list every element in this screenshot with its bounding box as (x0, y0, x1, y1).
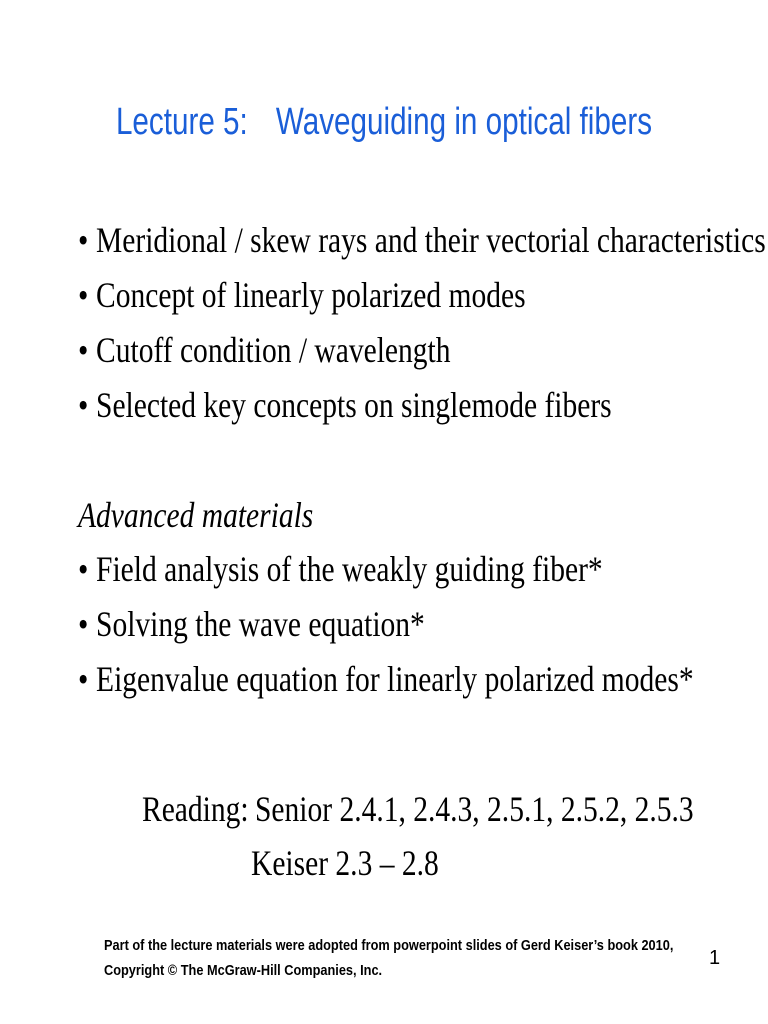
list-item (78, 268, 766, 323)
reading-senior: Senior 2.4.1, 2.4.3, 2.5.1, 2.5.2, 2.5.3 (255, 789, 694, 829)
reading-label: Reading: (142, 789, 249, 829)
bullet-text: Field analysis of the weakly guiding fiber* (96, 549, 603, 589)
reading-keiser: Keiser 2.3 – 2.8 (251, 843, 439, 883)
list-item (78, 323, 766, 378)
bullet-text: Selected key concepts on singlemode fibers (96, 385, 612, 425)
footer-attribution: Part of the lecture materials were adopted from powerpoint slides of Gerd Keiser’s book 2010, (104, 938, 674, 954)
bullet-icon: • (78, 385, 89, 425)
advanced-bullet-list (78, 542, 768, 707)
bullet-text: Concept of linearly polarized modes (96, 275, 526, 315)
main-bullet-list (78, 213, 768, 433)
advanced-heading: Advanced materials (78, 495, 314, 535)
list-item (78, 652, 694, 707)
bullet-icon: • (78, 604, 89, 644)
slide-title (84, 98, 683, 146)
bullet-icon: • (78, 330, 89, 370)
bullet-icon: • (78, 220, 89, 260)
bullet-text: Solving the wave equation* (96, 604, 425, 644)
title-topic: Waveguiding in optical fibers (275, 101, 653, 143)
footer-note (104, 934, 673, 984)
bullet-text: Eigenvalue equation for linearly polarized modes* (96, 659, 694, 699)
page-number: 1 (709, 947, 721, 969)
bullet-icon: • (78, 275, 89, 315)
footer-copyright: Copyright © The McGraw-Hill Companies, Inc. (104, 963, 383, 979)
bullet-icon: • (78, 549, 89, 589)
bullet-text: Cutoff condition / wavelength (96, 330, 451, 370)
list-item (78, 597, 694, 652)
bullet-text: Meridional / skew rays and their vectorial characteristics (96, 220, 766, 260)
list-item (78, 213, 766, 268)
list-item (78, 542, 694, 597)
title-lecture: Lecture 5: (115, 101, 248, 143)
list-item (78, 378, 766, 433)
bullet-icon: • (78, 659, 89, 699)
